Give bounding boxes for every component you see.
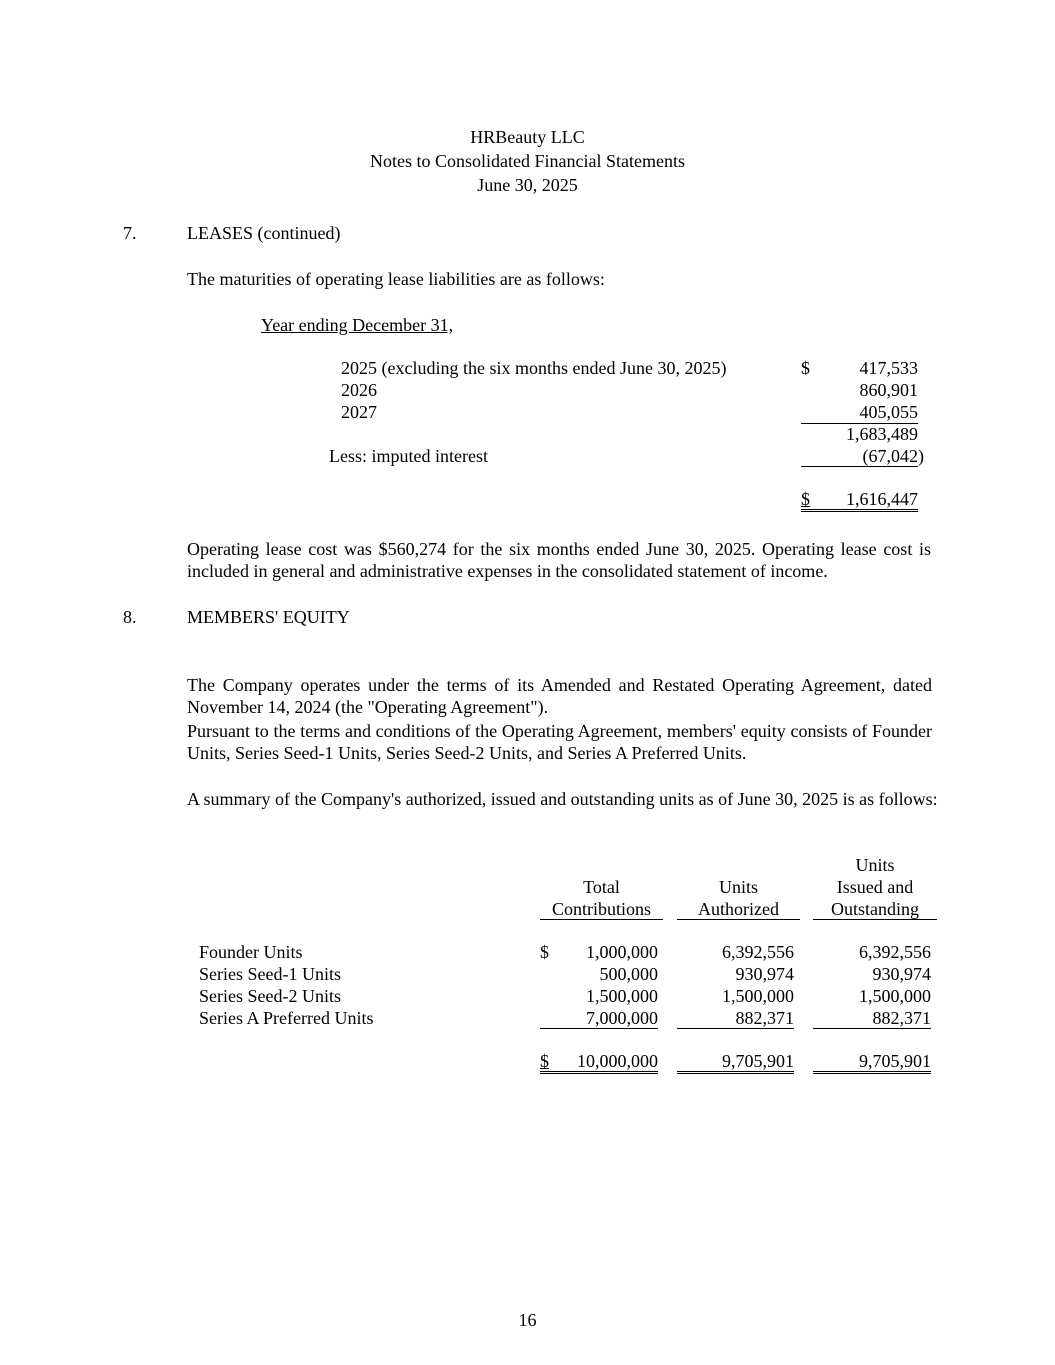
unit-row-label: Series Seed-1 Units xyxy=(199,964,341,984)
lease-row-value: 417,533 xyxy=(859,358,918,378)
currency-symbol: $ xyxy=(540,942,549,962)
rule xyxy=(813,919,937,920)
double-rule xyxy=(801,509,918,512)
outstanding-value: 882,371 xyxy=(872,1008,931,1028)
lease-row-label: 2025 (excluding the six months ended June 30, 2025) xyxy=(341,358,727,378)
currency-symbol: $ xyxy=(801,489,810,509)
total-authorized: 9,705,901 xyxy=(722,1051,794,1071)
column-header: Outstanding xyxy=(831,899,919,919)
contributions-value: 500,000 xyxy=(599,964,658,984)
outstanding-value: 930,974 xyxy=(872,964,931,984)
authorized-value: 6,392,556 xyxy=(722,942,794,962)
company-name: HRBeauty LLC xyxy=(470,127,585,147)
double-rule xyxy=(540,1071,658,1074)
currency-symbol: $ xyxy=(801,358,810,378)
total-contributions: 10,000,000 xyxy=(577,1051,658,1071)
section-number: 8. xyxy=(123,607,137,627)
rule xyxy=(677,919,800,920)
rule xyxy=(677,1028,794,1029)
section-heading: MEMBERS' EQUITY xyxy=(187,607,350,627)
column-header: Issued and xyxy=(836,877,914,897)
lease-total: 1,616,447 xyxy=(846,489,918,509)
table-caption: Year ending December 31, xyxy=(261,315,454,335)
unit-row-label: Series A Preferred Units xyxy=(199,1008,374,1028)
lease-row-label: 2027 xyxy=(341,402,377,422)
page-number: 16 xyxy=(518,1310,537,1330)
document-date: June 30, 2025 xyxy=(477,175,578,195)
column-header: Units xyxy=(718,877,758,897)
outstanding-value: 1,500,000 xyxy=(859,986,931,1006)
lease-row-label: 2026 xyxy=(341,380,377,400)
authorized-value: 882,371 xyxy=(735,1008,794,1028)
contributions-value: 7,000,000 xyxy=(586,1008,658,1028)
rule xyxy=(813,1028,931,1029)
contributions-value: 1,000,000 xyxy=(586,942,658,962)
outstanding-value: 6,392,556 xyxy=(859,942,931,962)
double-rule xyxy=(677,1071,794,1074)
authorized-value: 930,974 xyxy=(735,964,794,984)
less-label: Less: imputed interest xyxy=(329,446,488,466)
section-number: 7. xyxy=(123,223,137,243)
authorized-value: 1,500,000 xyxy=(722,986,794,1006)
total-outstanding: 9,705,901 xyxy=(859,1051,931,1071)
document-title: Notes to Consolidated Financial Statements xyxy=(370,151,685,171)
less-value: (67,042) xyxy=(862,446,924,466)
rule xyxy=(540,919,663,920)
lease-subtotal: 1,683,489 xyxy=(846,424,918,444)
rule xyxy=(801,466,918,467)
lease-row-value: 405,055 xyxy=(859,402,918,422)
unit-row-label: Founder Units xyxy=(199,942,303,962)
column-header: Authorized xyxy=(698,899,779,919)
paragraph: The maturities of operating lease liabilities are as follows: xyxy=(187,269,605,289)
column-header: Contributions xyxy=(551,899,651,919)
section-heading: LEASES (continued) xyxy=(187,223,341,243)
paragraph: Pursuant to the terms and conditions of the Operating Agreement, members' equity consists of Founder Units, Series Seed-1 Units, Series Seed-2 Units, and Series A Preferred Units. xyxy=(187,721,932,763)
contributions-value: 1,500,000 xyxy=(586,986,658,1006)
column-header: Total xyxy=(583,877,620,897)
currency-symbol: $ xyxy=(540,1051,549,1071)
rule xyxy=(540,1028,658,1029)
unit-row-label: Series Seed-2 Units xyxy=(199,986,341,1006)
double-rule xyxy=(813,1071,931,1074)
paragraph: A summary of the Company's authorized, issued and outstanding units as of June 30, 2025 is as follows: xyxy=(187,789,938,809)
lease-row-value: 860,901 xyxy=(859,380,918,400)
paragraph: The Company operates under the terms of its Amended and Restated Operating Agreement, dated November 14, 2024 (the "Operating Agreement"). xyxy=(187,675,932,717)
column-header: Units xyxy=(855,855,895,875)
paragraph: Operating lease cost was $560,274 for the six months ended June 30, 2025. Operating lease cost is included in general and administrative expenses in the consolidated statement of income. xyxy=(187,539,931,581)
